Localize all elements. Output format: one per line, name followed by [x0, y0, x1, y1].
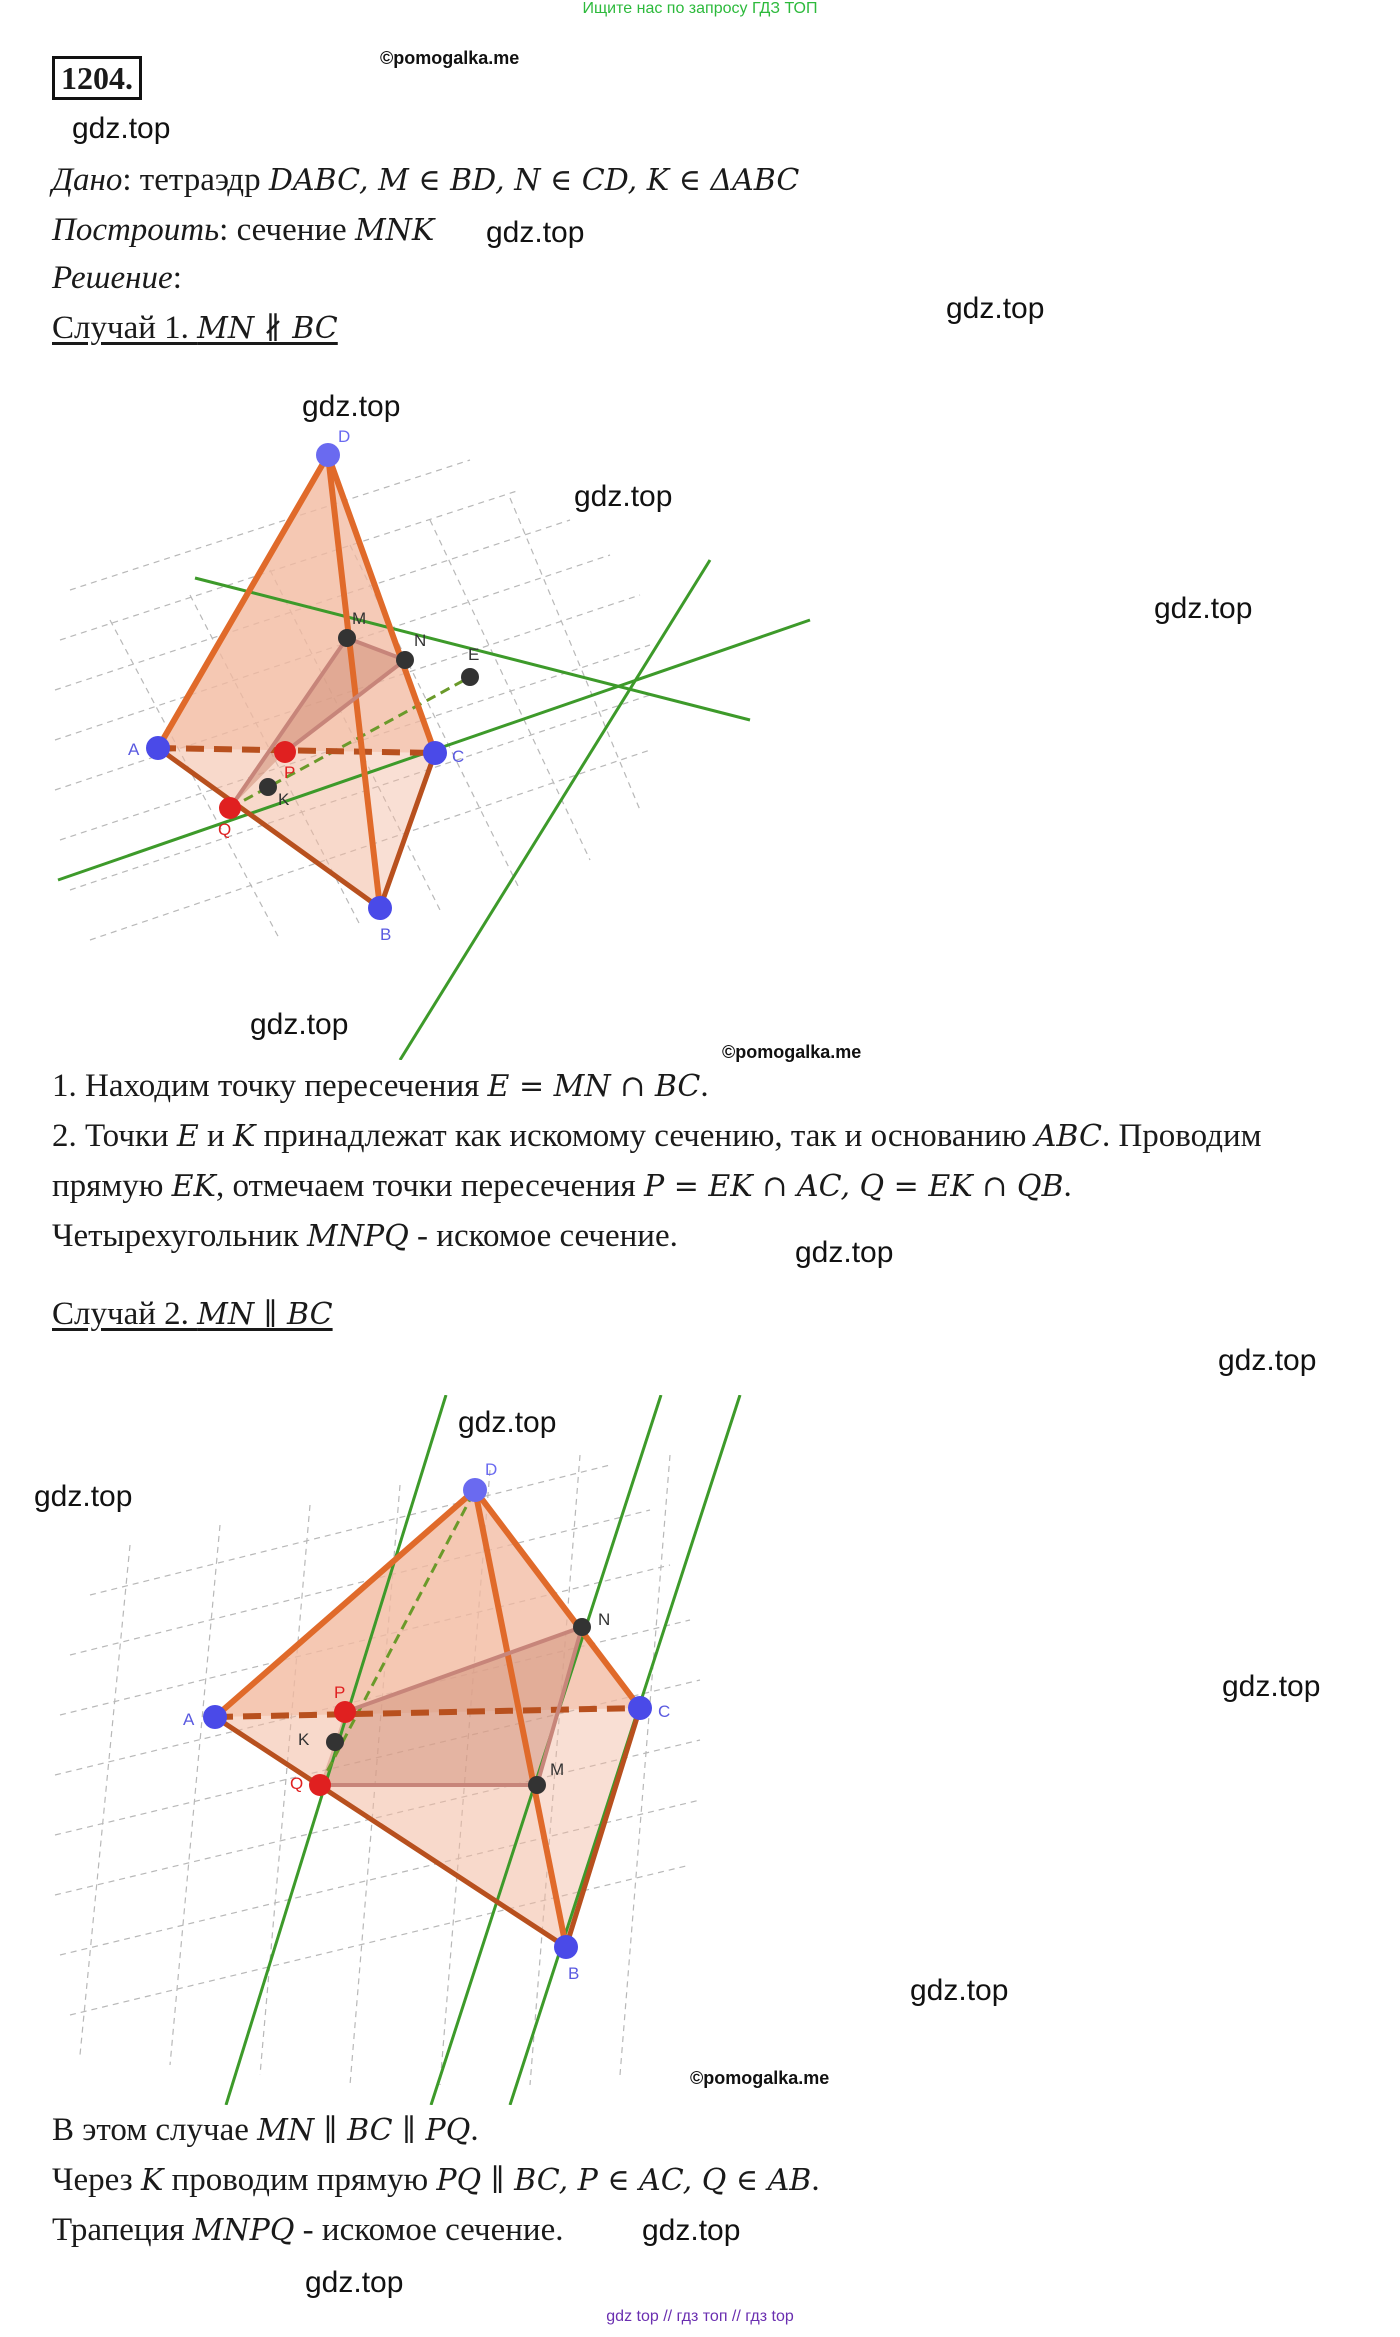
given-line: [52, 162, 799, 199]
point-p: [334, 1701, 356, 1723]
watermark: gdz.top: [305, 2266, 404, 2299]
label-d: D: [485, 1460, 498, 1479]
watermark: gdz.top: [1218, 1344, 1317, 1377]
point-k: [326, 1733, 344, 1751]
case2-l3-a: Трапеция: [52, 2212, 193, 2248]
case2-l1-end: .: [470, 2112, 479, 2148]
point-e: [461, 668, 479, 686]
case2-title-math: MN ∥ BC: [197, 1297, 333, 1332]
construct-math: MNK: [354, 213, 435, 248]
construct-text: сечение: [228, 212, 355, 248]
construct-line: [52, 212, 434, 249]
case1-title-math: MN ∦ BC: [197, 311, 338, 346]
copyright-label: ©pomogalka.me: [690, 2068, 830, 2088]
given-math: DABC, M ∈ BD, N ∈ CD, K ∈ ΔABC: [268, 163, 800, 198]
green-lines: [58, 560, 810, 1060]
point-b: [554, 1935, 578, 1959]
point-m: [528, 1776, 546, 1794]
solution-line: [52, 260, 182, 297]
construct-colon: :: [219, 212, 229, 248]
label-p: P: [284, 763, 296, 782]
label-p: P: [334, 1683, 346, 1702]
given-colon: :: [122, 162, 132, 198]
copyright-label: ©pomogalka.me: [722, 1042, 862, 1062]
point-k: [259, 778, 277, 796]
case2-l2-a: Через: [52, 2162, 141, 2198]
point-c: [628, 1696, 652, 1720]
case2-l2-end: .: [811, 2162, 820, 2198]
step2-abc: ABC: [1034, 1119, 1102, 1154]
step3-math: P = EK ∩ AC, Q = EK ∩ QB: [643, 1169, 1064, 1204]
watermark: gdz.top: [1222, 1670, 1321, 1703]
label-a: A: [128, 740, 140, 759]
solution-label: Решение: [52, 260, 173, 296]
given-text: тетраэдр: [131, 162, 269, 198]
step4-math: MNPQ: [307, 1219, 409, 1254]
point-c: [423, 741, 447, 765]
watermark: gdz.top: [642, 2214, 741, 2247]
label-a: A: [183, 1710, 195, 1729]
point-n: [573, 1618, 591, 1636]
step2-k: K: [232, 1119, 256, 1154]
given-label: Дано: [52, 162, 123, 198]
step4-a: Четырехугольник: [52, 1218, 308, 1254]
step1-text: 1. Находим точку пересечения: [52, 1068, 488, 1104]
case2-l3-b: - искомое сечение.: [294, 2212, 564, 2248]
step2-a: 2. Точки: [52, 1118, 177, 1154]
point-q: [309, 1774, 331, 1796]
problem-number: 1204.: [52, 56, 142, 100]
case2-l1-math: MN ∥ BC ∥ PQ: [257, 2113, 471, 2148]
case1-title-text: Случай 1.: [52, 310, 198, 346]
step4-b: - искомое сечение.: [408, 1218, 678, 1254]
point-m: [338, 629, 356, 647]
point-n: [396, 651, 414, 669]
point-b: [368, 896, 392, 920]
label-c: C: [658, 1702, 671, 1721]
case1-step2: [52, 1118, 1262, 1155]
step3-ek: EK: [171, 1169, 216, 1204]
label-d: D: [338, 427, 351, 446]
case2-line2: [52, 2162, 820, 2199]
label-q: Q: [218, 820, 232, 839]
case2-l3-math: MNPQ: [192, 2213, 295, 2248]
watermark: gdz.top: [574, 480, 673, 513]
label-k: K: [298, 1730, 310, 1749]
label-b: B: [568, 1964, 580, 1983]
point-d: [463, 1478, 487, 1502]
step3-a: прямую: [52, 1168, 172, 1204]
label-e: E: [468, 645, 480, 664]
case2-title: [52, 1296, 333, 1333]
step3-end: .: [1063, 1168, 1072, 1204]
case1-step1: [52, 1068, 709, 1105]
watermark: gdz.top: [946, 292, 1045, 325]
solution-colon: :: [172, 260, 182, 296]
point-q: [219, 797, 241, 819]
case2-line1: [52, 2112, 479, 2149]
watermark: gdz.top: [72, 112, 171, 145]
label-b: B: [380, 925, 392, 944]
case2-l2-b: проводим прямую: [163, 2162, 437, 2198]
case1-step4: [52, 1218, 678, 1255]
label-n: N: [414, 631, 427, 650]
watermark: gdz.top: [302, 390, 401, 423]
case2-l1-a: В этом случае: [52, 2112, 258, 2148]
label-k: K: [278, 790, 290, 809]
case2-line3: [52, 2212, 563, 2249]
case2-title-text: Случай 2.: [52, 1296, 198, 1332]
figure-case2: [50, 1395, 810, 2105]
case2-l2-k: K: [140, 2163, 164, 2198]
watermark: gdz.top: [910, 1974, 1009, 2007]
watermark: gdz.top: [795, 1236, 894, 1269]
label-c: C: [452, 747, 465, 766]
step2-c: . Проводим: [1101, 1118, 1262, 1154]
point-d: [316, 443, 340, 467]
point-a: [146, 736, 170, 760]
label-m: M: [550, 1760, 565, 1779]
watermark: gdz.top: [1154, 592, 1253, 625]
case1-step3: [52, 1168, 1072, 1205]
watermark: gdz.top: [250, 1008, 349, 1041]
footer-links[interactable]: gdz top // гдз топ // гдз top: [606, 2308, 794, 2325]
case1-title: [52, 310, 338, 347]
point-a: [203, 1705, 227, 1729]
step3-b: , отмечаем точки пересечения: [215, 1168, 644, 1204]
watermark: gdz.top: [458, 1406, 557, 1439]
case2-l2-math: PQ ∥ BC, P ∈ AC, Q ∈ AB: [436, 2163, 812, 2198]
construct-label: Построить: [52, 212, 220, 248]
step1-end: .: [700, 1068, 709, 1104]
label-m: M: [352, 609, 367, 628]
label-n: N: [598, 1610, 611, 1629]
watermark: gdz.top: [486, 216, 585, 249]
label-q: Q: [290, 1774, 304, 1793]
point-p: [274, 741, 296, 763]
figure-case1: [50, 380, 820, 1060]
step2-b: принадлежат как искомому сечению, так и основанию: [255, 1118, 1035, 1154]
copyright-label: ©pomogalka.me: [380, 48, 520, 68]
step1-math: E = MN ∩ BC: [487, 1069, 701, 1104]
watermark: gdz.top: [34, 1480, 133, 1513]
step2-and: и: [198, 1118, 233, 1154]
step2-e: E: [176, 1119, 199, 1154]
top-banner[interactable]: Ищите нас по запросу ГДЗ ТОП: [582, 0, 818, 17]
